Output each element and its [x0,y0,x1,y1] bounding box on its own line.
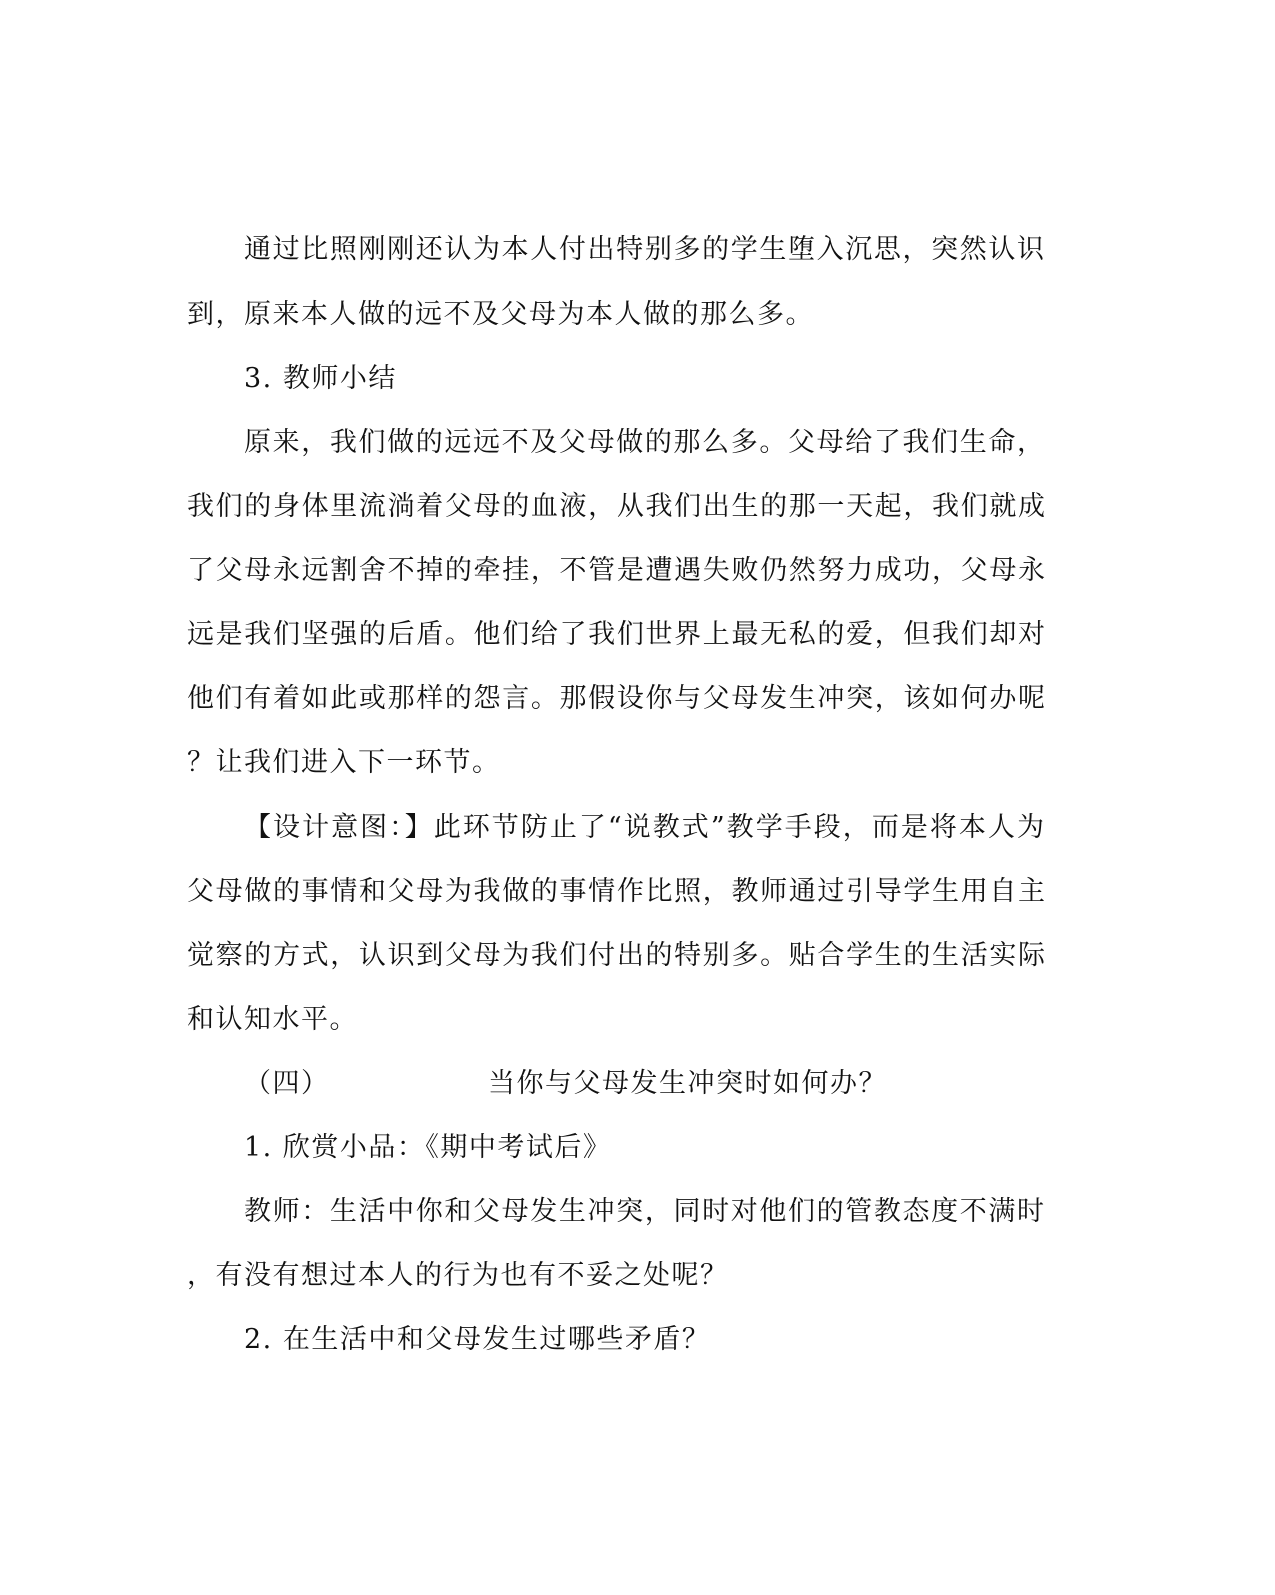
paragraph-line: 教师：生活中你和父母发生冲突，同时对他们的管教态度不满时 [244,1196,1044,1227]
section-number: （四） [244,1068,330,1099]
paragraph-line: ？让我们进入下一环节。 [187,747,501,778]
paragraph-line: 他们有着如此或那样的怨言。那假设你与父母发生冲突，该如何办呢 [187,683,1045,714]
section-heading: 3. 教师小结 [244,363,397,394]
paragraph-line: 和认知水平。 [187,1004,358,1035]
section-heading: 2. 在生活中和父母发生过哪些矛盾？ [244,1324,711,1355]
paragraph-line: 父母做的事情和父母为我做的事情作比照，教师通过引导学生用自主 [187,876,1045,907]
section-heading: 当你与父母发生冲突时如何办？ [488,1068,887,1099]
paragraph-line: ，有没有想过本人的行为也有不妥之处呢？ [187,1260,729,1291]
paragraph-line: 通过比照刚刚还认为本人付出特别多的学生堕入沉思，突然认识 [244,234,1044,265]
paragraph-line: 我们的身体里流淌着父母的血液，从我们出生的那一天起，我们就成 [187,491,1045,522]
paragraph-line: 觉察的方式，认识到父母为我们付出的特别多。贴合学生的生活实际 [187,940,1045,971]
paragraph-line: 原来，我们做的远远不及父母做的那么多。父母给了我们生命， [244,427,1044,458]
paragraph-line: 远是我们坚强的后盾。他们给了我们世界上最无私的爱，但我们却对 [187,619,1045,650]
section-heading: 1. 欣赏小品：《期中考试后》 [244,1132,612,1163]
paragraph-line: 【设计意图：】此环节防止了“说教式”教学手段，而是将本人为 [244,812,1044,843]
paragraph-line: 到，原来本人做的远不及父母为本人做的那么多。 [187,299,814,330]
paragraph-line: 了父母永远割舍不掉的牵挂，不管是遭遇失败仍然努力成功，父母永 [187,555,1045,586]
